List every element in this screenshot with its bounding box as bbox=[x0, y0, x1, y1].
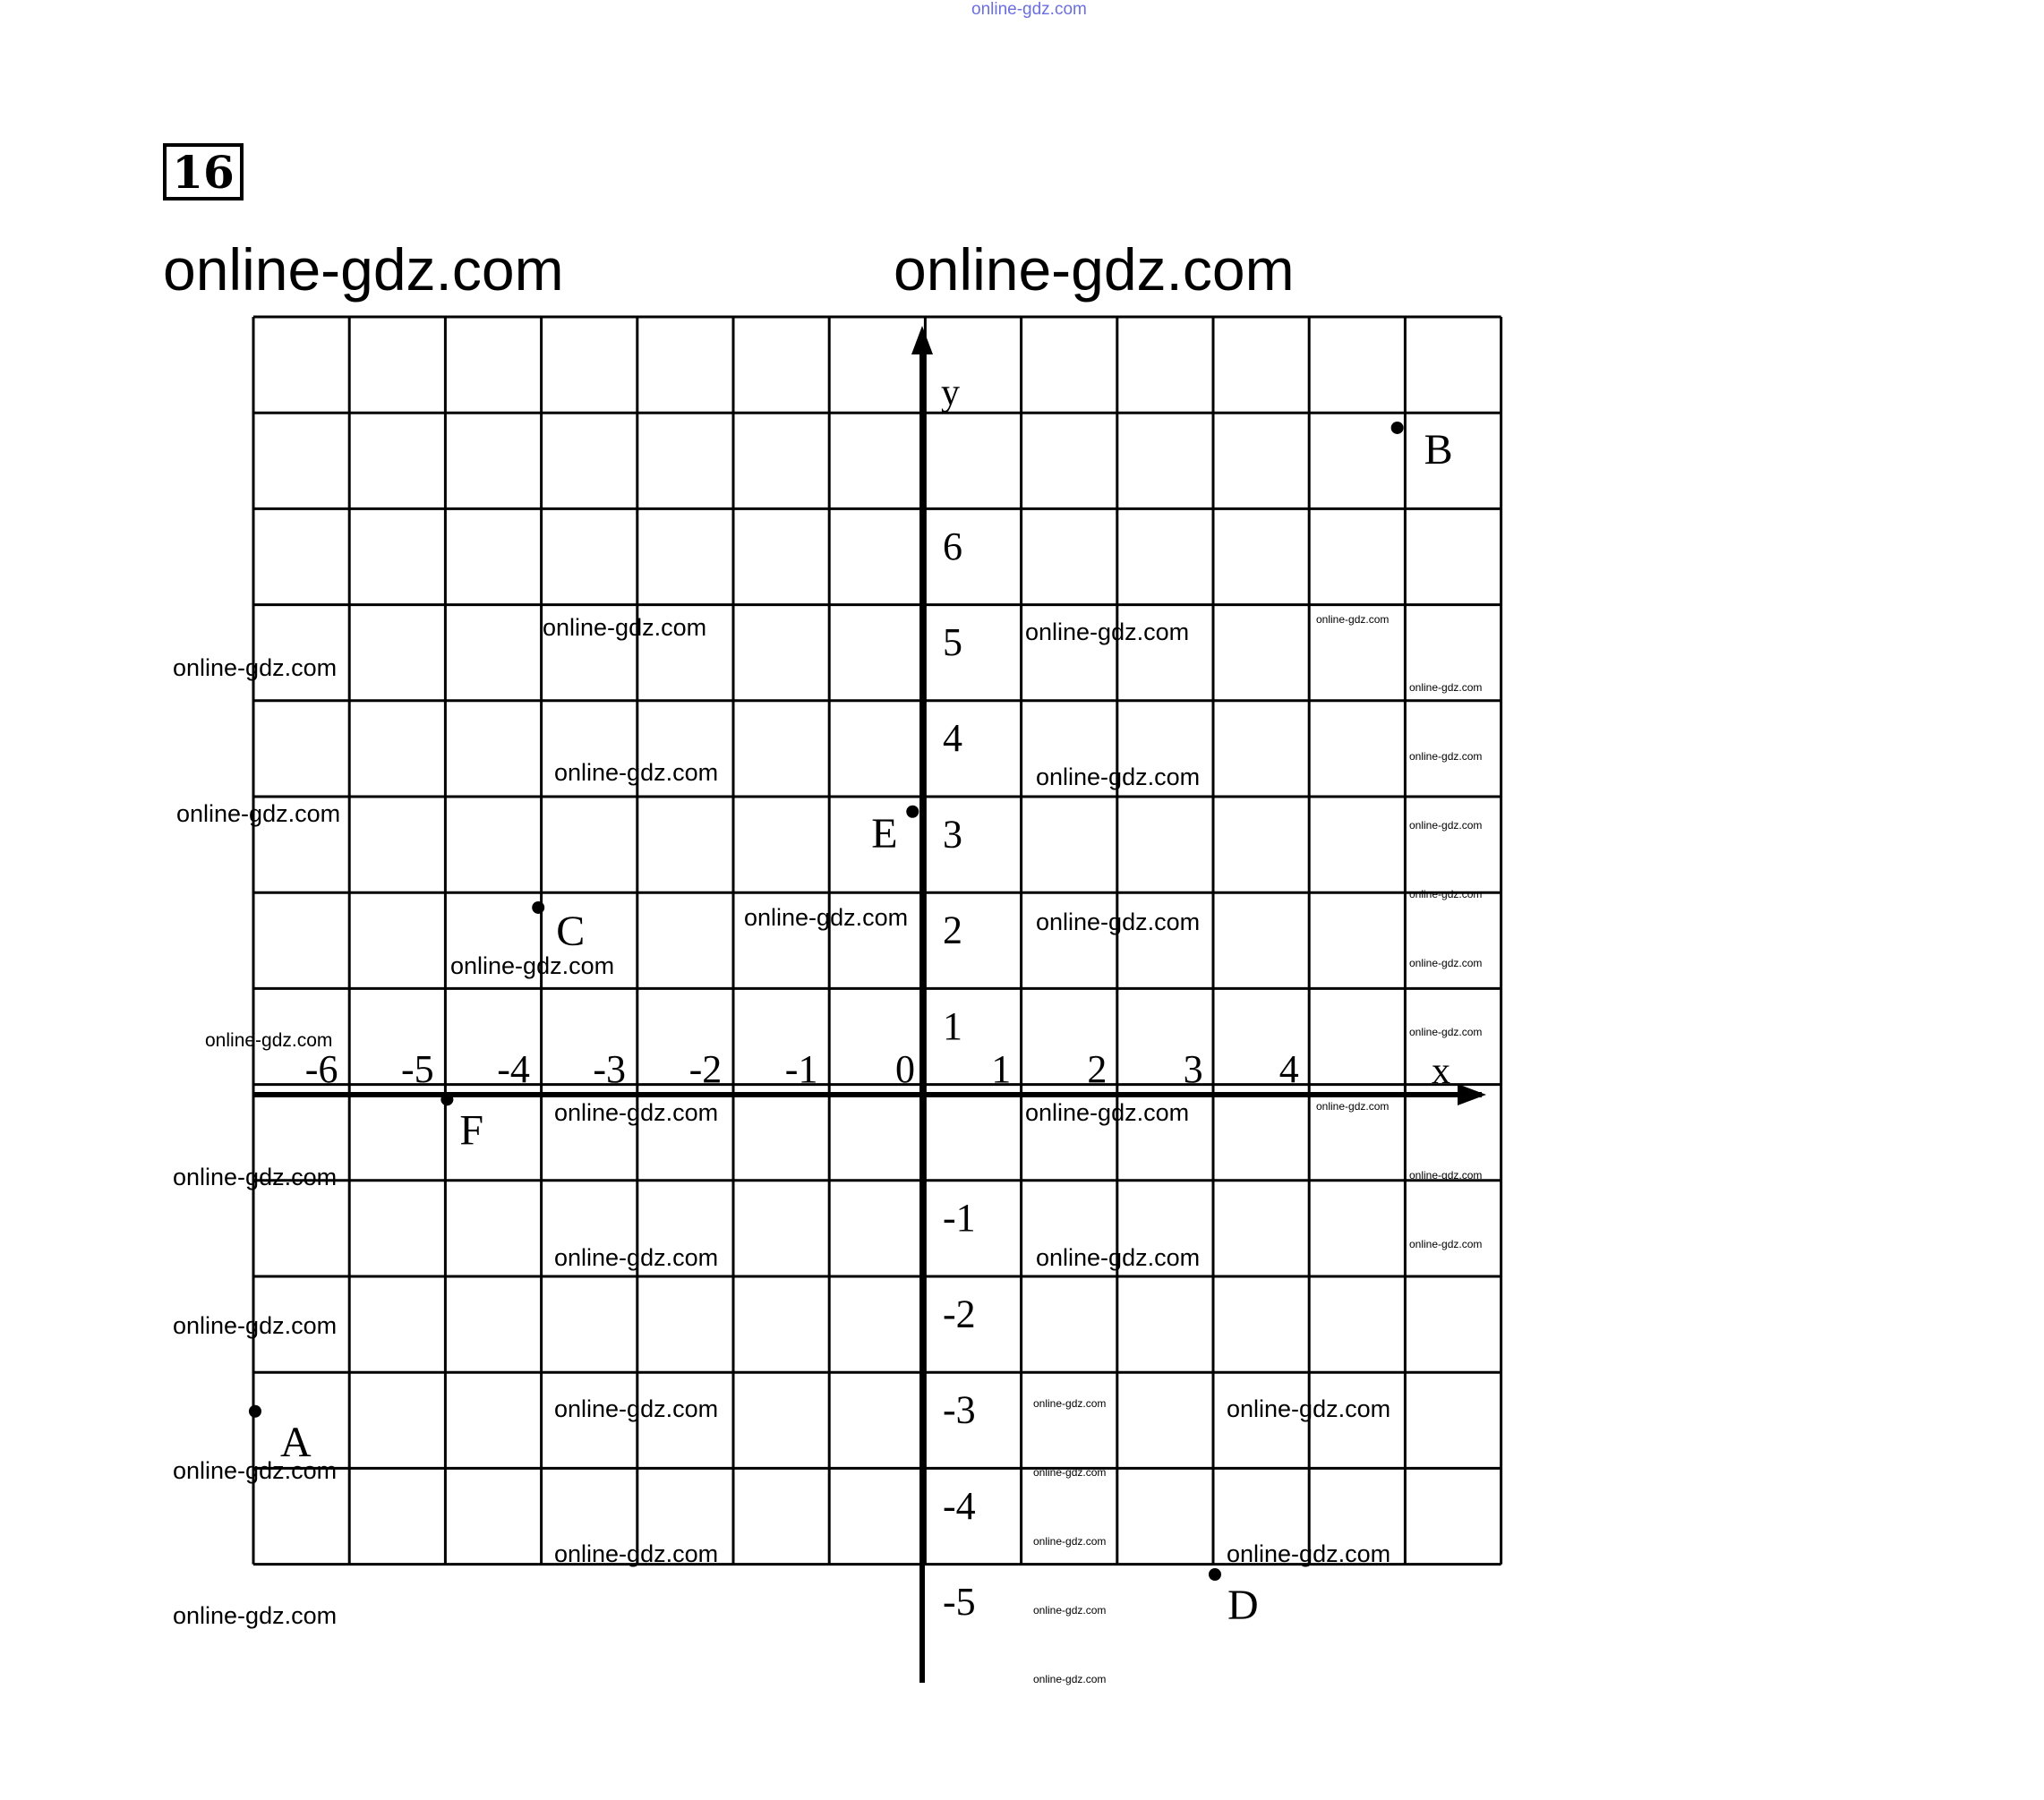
x-axis-arrow bbox=[1458, 1084, 1486, 1105]
watermark-text: online-gdz.com bbox=[554, 1244, 719, 1271]
watermark-text: online-gdz.com bbox=[554, 1540, 719, 1567]
y-tick-label: -5 bbox=[943, 1580, 976, 1624]
axes bbox=[253, 326, 1486, 1683]
point-b-dot bbox=[1391, 422, 1404, 434]
x-tick-label: 4 bbox=[1279, 1047, 1299, 1091]
watermark-text: online-gdz.com bbox=[1409, 750, 1483, 763]
y-tick-label: 2 bbox=[943, 908, 962, 952]
watermark-text: online-gdz.com bbox=[1409, 957, 1483, 969]
watermark-text: online-gdz.com bbox=[1409, 1026, 1483, 1038]
x-tick-label: 3 bbox=[1183, 1047, 1203, 1091]
watermark-text: online-gdz.com bbox=[173, 1164, 338, 1190]
point-f-dot bbox=[440, 1093, 453, 1105]
y-tick-label: 4 bbox=[943, 716, 962, 761]
watermark-text: online-gdz.com bbox=[554, 759, 719, 786]
y-axis-arrow bbox=[911, 326, 933, 354]
point-a-dot bbox=[249, 1405, 261, 1418]
x-tick-label: -2 bbox=[688, 1047, 723, 1091]
point-e-dot bbox=[906, 806, 919, 818]
point-f-label: F bbox=[459, 1106, 484, 1155]
x-tick-label: -3 bbox=[593, 1047, 627, 1091]
watermark-text: online-gdz.com bbox=[173, 654, 338, 681]
x-tick-label: 2 bbox=[1087, 1047, 1108, 1091]
point-d-dot bbox=[1209, 1568, 1221, 1581]
y-tick-label: -4 bbox=[943, 1483, 976, 1528]
y-tick-label: -2 bbox=[943, 1292, 976, 1336]
tick-labels bbox=[305, 525, 1299, 1624]
point-c-dot bbox=[532, 901, 544, 914]
watermark-text: online-gdz.com bbox=[1033, 1466, 1107, 1479]
x-tick-label: 0 bbox=[895, 1047, 915, 1091]
watermark-text: online-gdz.com bbox=[1036, 764, 1201, 790]
x-tick-label: -1 bbox=[784, 1047, 818, 1091]
watermark-text: online-gdz.com bbox=[1025, 618, 1190, 645]
watermark-text: online-gdz.com bbox=[1033, 1673, 1107, 1685]
grid bbox=[253, 317, 1501, 1565]
watermark-text: online-gdz.com bbox=[1036, 909, 1201, 935]
x-tick-label: 1 bbox=[991, 1047, 1012, 1091]
y-tick-label: 3 bbox=[943, 812, 962, 857]
point-b-label: B bbox=[1424, 425, 1453, 473]
watermark-text: online-gdz.com bbox=[554, 1099, 719, 1126]
y-tick-label: 5 bbox=[943, 620, 962, 664]
watermark-text: online-gdz.com bbox=[1409, 1238, 1483, 1250]
watermark-text: online-gdz.com bbox=[744, 904, 909, 931]
watermark-text: online-gdz.com bbox=[554, 1395, 719, 1422]
watermark-text: online-gdz.com bbox=[173, 1312, 338, 1339]
watermark-text: online-gdz.com bbox=[1033, 1397, 1107, 1410]
watermark-right: online-gdz.com bbox=[894, 236, 1295, 303]
x-tick-label: -4 bbox=[497, 1047, 530, 1091]
watermark-text: online-gdz.com bbox=[173, 1602, 338, 1629]
y-tick-label: 6 bbox=[943, 524, 962, 568]
point-a-label: A bbox=[279, 1418, 312, 1466]
x-tick-label: -6 bbox=[304, 1047, 338, 1091]
watermark-text: online-gdz.com bbox=[1409, 819, 1483, 832]
watermark-text: online-gdz.com bbox=[1025, 1099, 1190, 1126]
watermark-text: online-gdz.com bbox=[205, 1030, 333, 1051]
top-watermark: online-gdz.com bbox=[971, 0, 1087, 19]
watermark-text: online-gdz.com bbox=[1033, 1535, 1107, 1548]
y-tick-label: 1 bbox=[943, 1003, 962, 1048]
points bbox=[249, 422, 1453, 1629]
y-tick-label: -3 bbox=[943, 1387, 976, 1432]
point-d-label: D bbox=[1227, 1582, 1259, 1629]
watermark-left: online-gdz.com bbox=[163, 236, 564, 303]
x-axis-label: x bbox=[1432, 1051, 1450, 1092]
watermark-text: online-gdz.com bbox=[1316, 1100, 1390, 1113]
watermark-text: online-gdz.com bbox=[1227, 1395, 1391, 1422]
watermark-text: online-gdz.com bbox=[176, 800, 341, 827]
watermark-text: online-gdz.com bbox=[1409, 888, 1483, 900]
point-e-label: E bbox=[871, 809, 898, 857]
watermark-text: online-gdz.com bbox=[1316, 613, 1390, 626]
watermark-text: online-gdz.com bbox=[1409, 1169, 1483, 1182]
watermark-text: online-gdz.com bbox=[1227, 1540, 1391, 1567]
watermark-text: online-gdz.com bbox=[1409, 681, 1483, 694]
watermark-text: online-gdz.com bbox=[543, 614, 707, 641]
exercise-number: 16 bbox=[163, 143, 244, 200]
x-tick-label: -5 bbox=[401, 1047, 434, 1091]
watermark-text: online-gdz.com bbox=[1033, 1604, 1107, 1617]
y-axis-label: y bbox=[941, 372, 960, 414]
y-tick-label: -1 bbox=[943, 1196, 976, 1241]
watermark-text: online-gdz.com bbox=[450, 952, 615, 979]
watermark-text: online-gdz.com bbox=[1036, 1244, 1201, 1271]
watermark-text: online-gdz.com bbox=[173, 1457, 338, 1484]
point-c-label: C bbox=[556, 907, 586, 955]
